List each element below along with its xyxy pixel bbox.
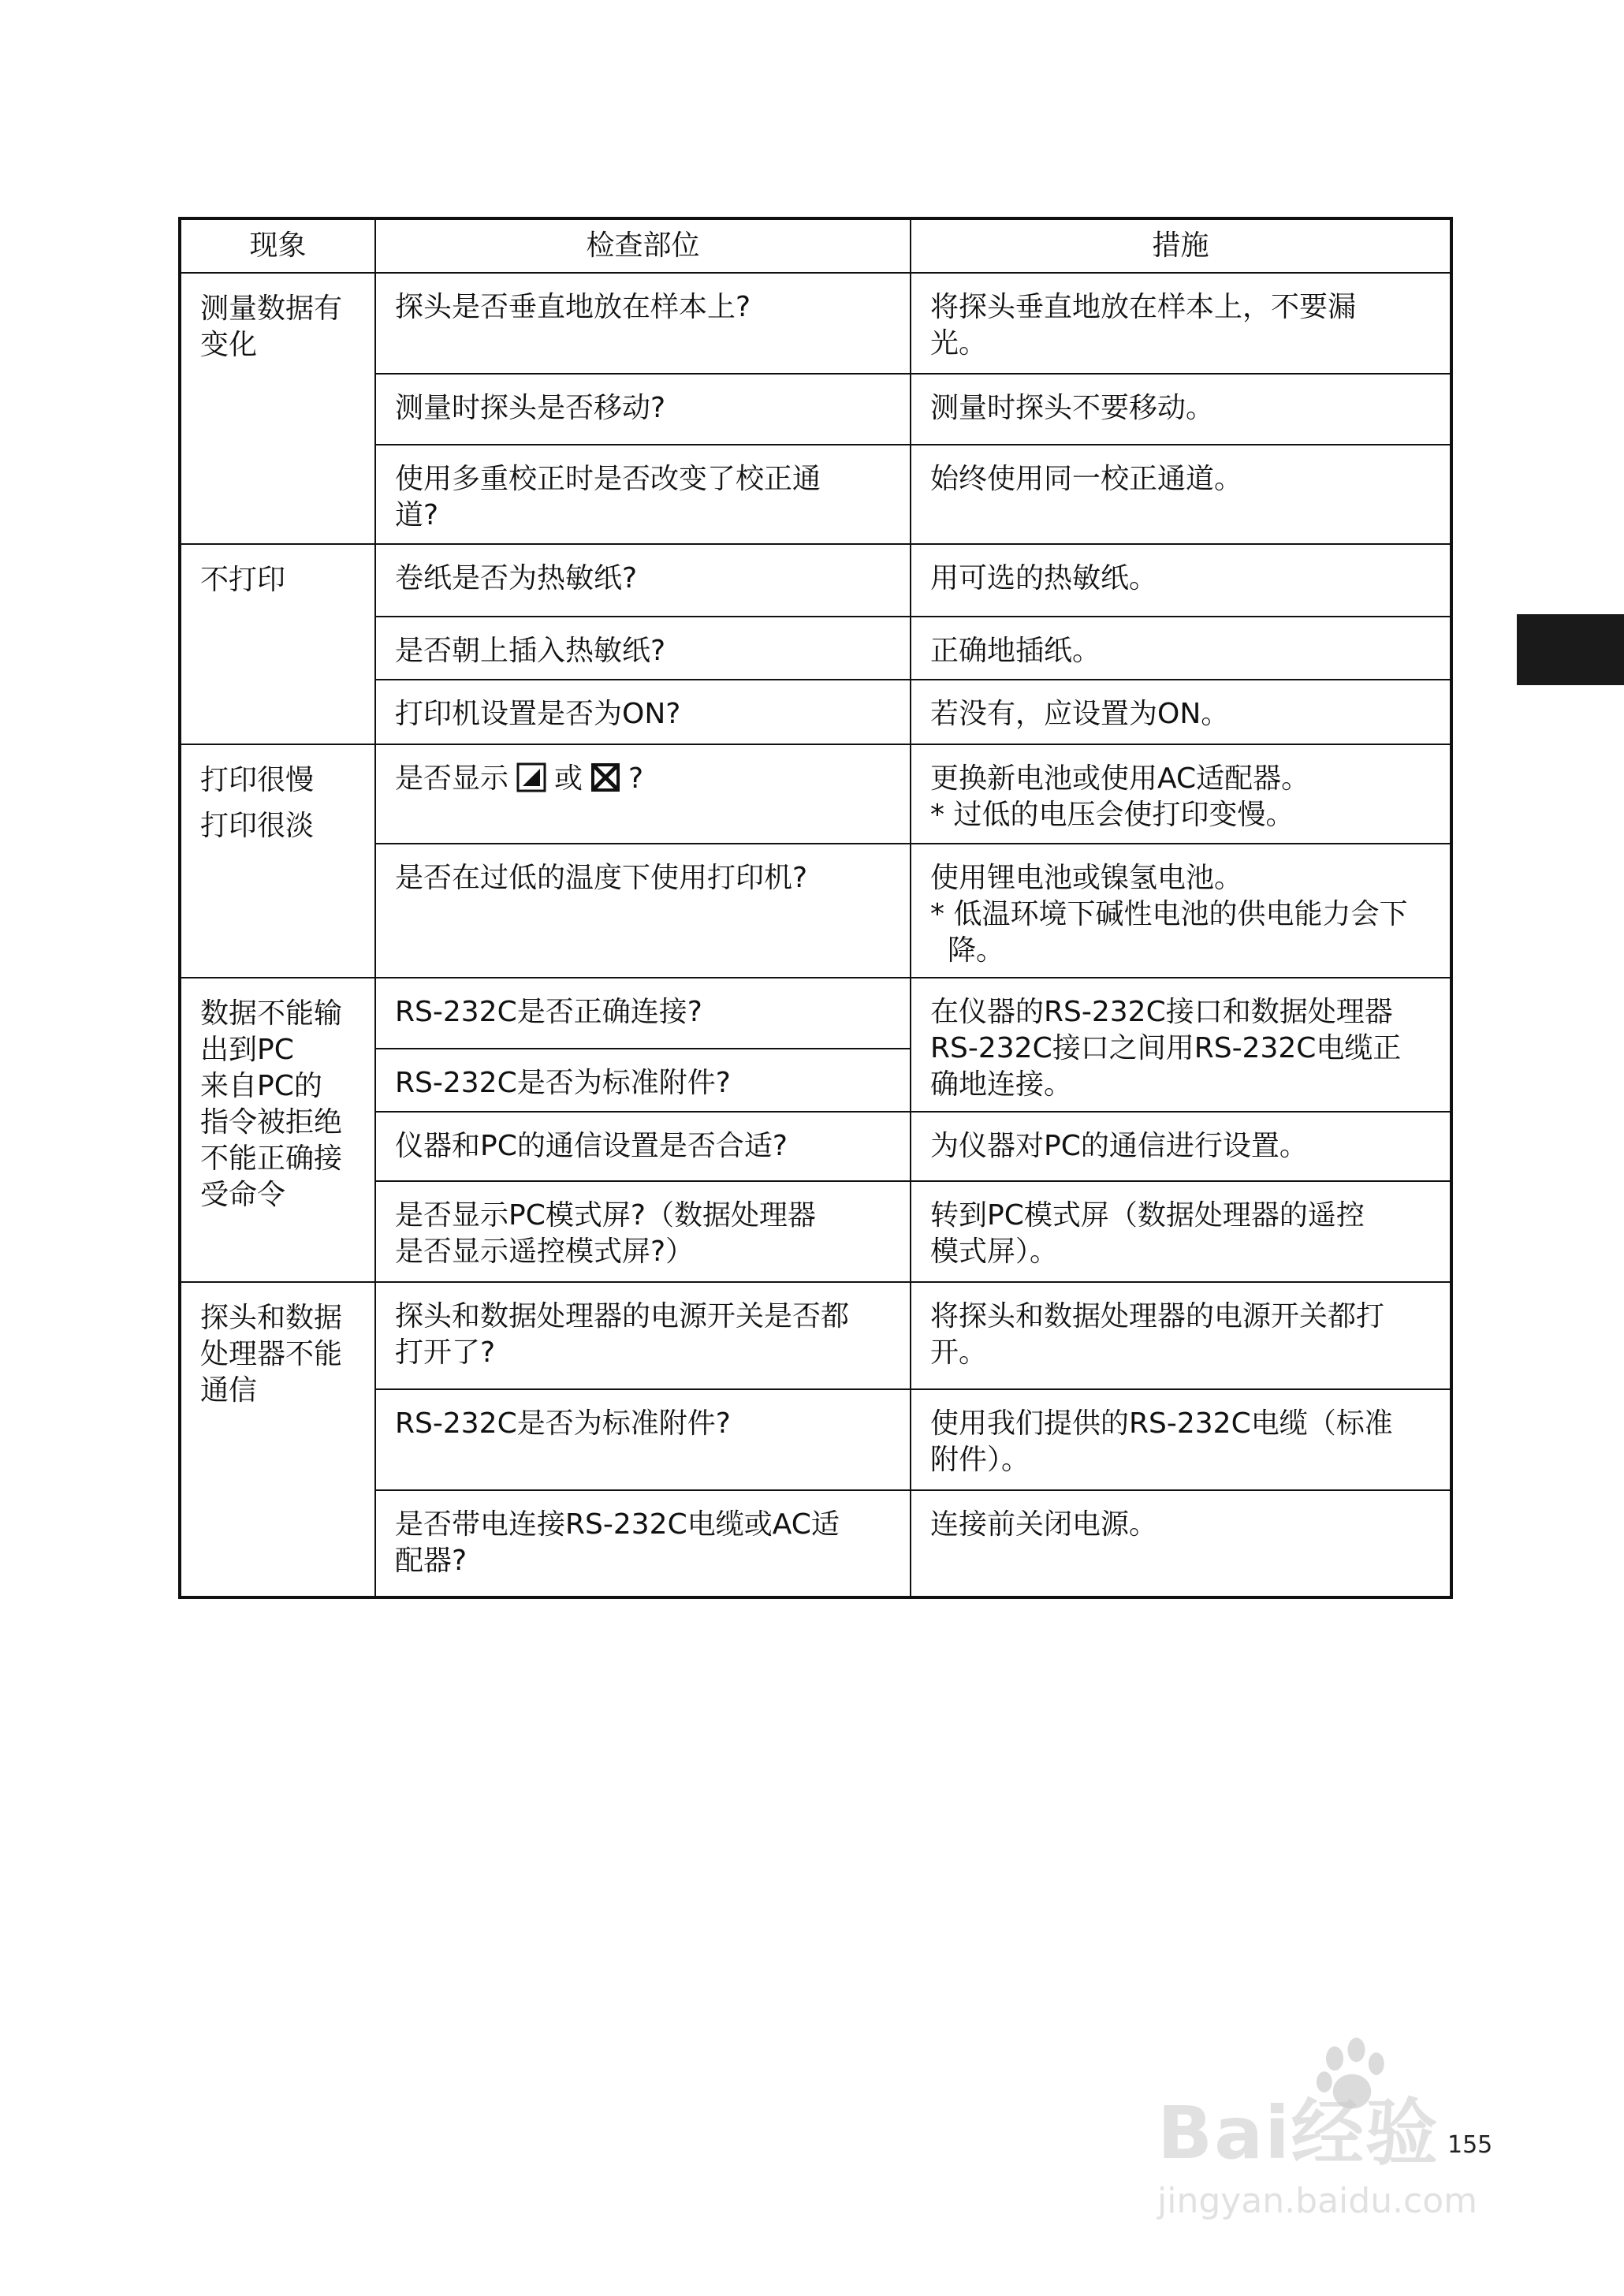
check-cell: 是否显示PC模式屏?（数据处理器 是否显示遥控模式屏?） <box>375 1181 911 1282</box>
action-cell: 使用我们提供的RS-232C电缆（标准 附件）。 <box>911 1389 1451 1490</box>
table-row <box>180 1282 1451 1389</box>
battery-empty-icon <box>590 762 620 792</box>
symptom-cell: 不打印 <box>180 544 375 744</box>
check-cell: 是否朝上插入热敏纸? <box>375 617 911 680</box>
action-cell: 若没有，应设置为ON。 <box>911 680 1451 744</box>
check-cell: 是否在过低的温度下使用打印机? <box>375 844 911 978</box>
section-tab-marker <box>1517 614 1624 685</box>
battery-low-icon <box>516 762 546 792</box>
symptom-cell: 数据不能输 出到PC 来自PC的 指令被拒绝 不能正确接 受命令 <box>180 978 375 1282</box>
action-cell: 用可选的热敏纸。 <box>911 544 1451 617</box>
check-cell: 使用多重校正时是否改变了校正通 道? <box>375 445 911 544</box>
note-text: * 过低的电压会使打印变慢。 <box>930 799 1294 831</box>
symptom-cell: 测量数据有 变化 <box>180 273 375 544</box>
action-cell: 更换新电池或使用AC适配器。 * 过低的电压会使打印变慢。 <box>911 744 1451 844</box>
check-cell: 卷纸是否为热敏纸? <box>375 544 911 617</box>
table-row <box>180 273 1451 374</box>
check-cell: 是否带电连接RS-232C电缆或AC适 配器? <box>375 1490 911 1597</box>
table-row <box>180 544 1451 617</box>
check-cell: 探头是否垂直地放在样本上? <box>375 273 911 374</box>
symptom-cell: 打印很慢 打印很淡 <box>180 744 375 978</box>
action-cell: 测量时探头不要移动。 <box>911 374 1451 445</box>
check-cell: 是否显示 或 ? <box>375 744 911 844</box>
table-row <box>180 744 1451 844</box>
symptom-cell: 探头和数据 处理器不能 通信 <box>180 1282 375 1597</box>
action-cell: 将探头和数据处理器的电源开关都打 开。 <box>911 1282 1451 1389</box>
table-row <box>180 978 1451 1049</box>
check-cell: RS-232C是否正确连接? <box>375 978 911 1049</box>
header-check: 检查部位 <box>375 218 911 273</box>
action-cell: 在仪器的RS-232C接口和数据处理器 RS-232C接口之间用RS-232C电缆正 确地连接。 <box>911 978 1451 1112</box>
action-cell: 正确地插纸。 <box>911 617 1451 680</box>
action-cell: 为仪器对PC的通信进行设置。 <box>911 1112 1451 1181</box>
troubleshooting-table <box>178 217 1453 1599</box>
action-cell: 连接前关闭电源。 <box>911 1490 1451 1597</box>
check-cell: RS-232C是否为标准附件? <box>375 1389 911 1490</box>
check-cell: 测量时探头是否移动? <box>375 374 911 445</box>
action-cell: 始终使用同一校正通道。 <box>911 445 1451 544</box>
page-number: 155 <box>1447 2131 1493 2159</box>
action-cell: 转到PC模式屏（数据处理器的遥控 模式屏）。 <box>911 1181 1451 1282</box>
header-symptom: 现象 <box>180 218 375 273</box>
check-cell: 仪器和PC的通信设置是否合适? <box>375 1112 911 1181</box>
action-cell: 使用锂电池或镍氢电池。 * 低温环境下碱性电池的供电能力会下降。 <box>911 844 1451 978</box>
check-cell: RS-232C是否为标准附件? <box>375 1049 911 1112</box>
watermark-logo: Bai经验 <box>1157 2091 1440 2175</box>
watermark-url: jingyan.baidu.com <box>1157 2181 1478 2221</box>
check-cell: 探头和数据处理器的电源开关是否都 打开了? <box>375 1282 911 1389</box>
action-cell: 将探头垂直地放在样本上，不要漏 光。 <box>911 273 1451 374</box>
note-text: * 低温环境下碱性电池的供电能力会下降。 <box>930 898 1408 967</box>
table-header-row <box>180 218 1451 273</box>
check-cell: 打印机设置是否为ON? <box>375 680 911 744</box>
header-action: 措施 <box>911 218 1451 273</box>
